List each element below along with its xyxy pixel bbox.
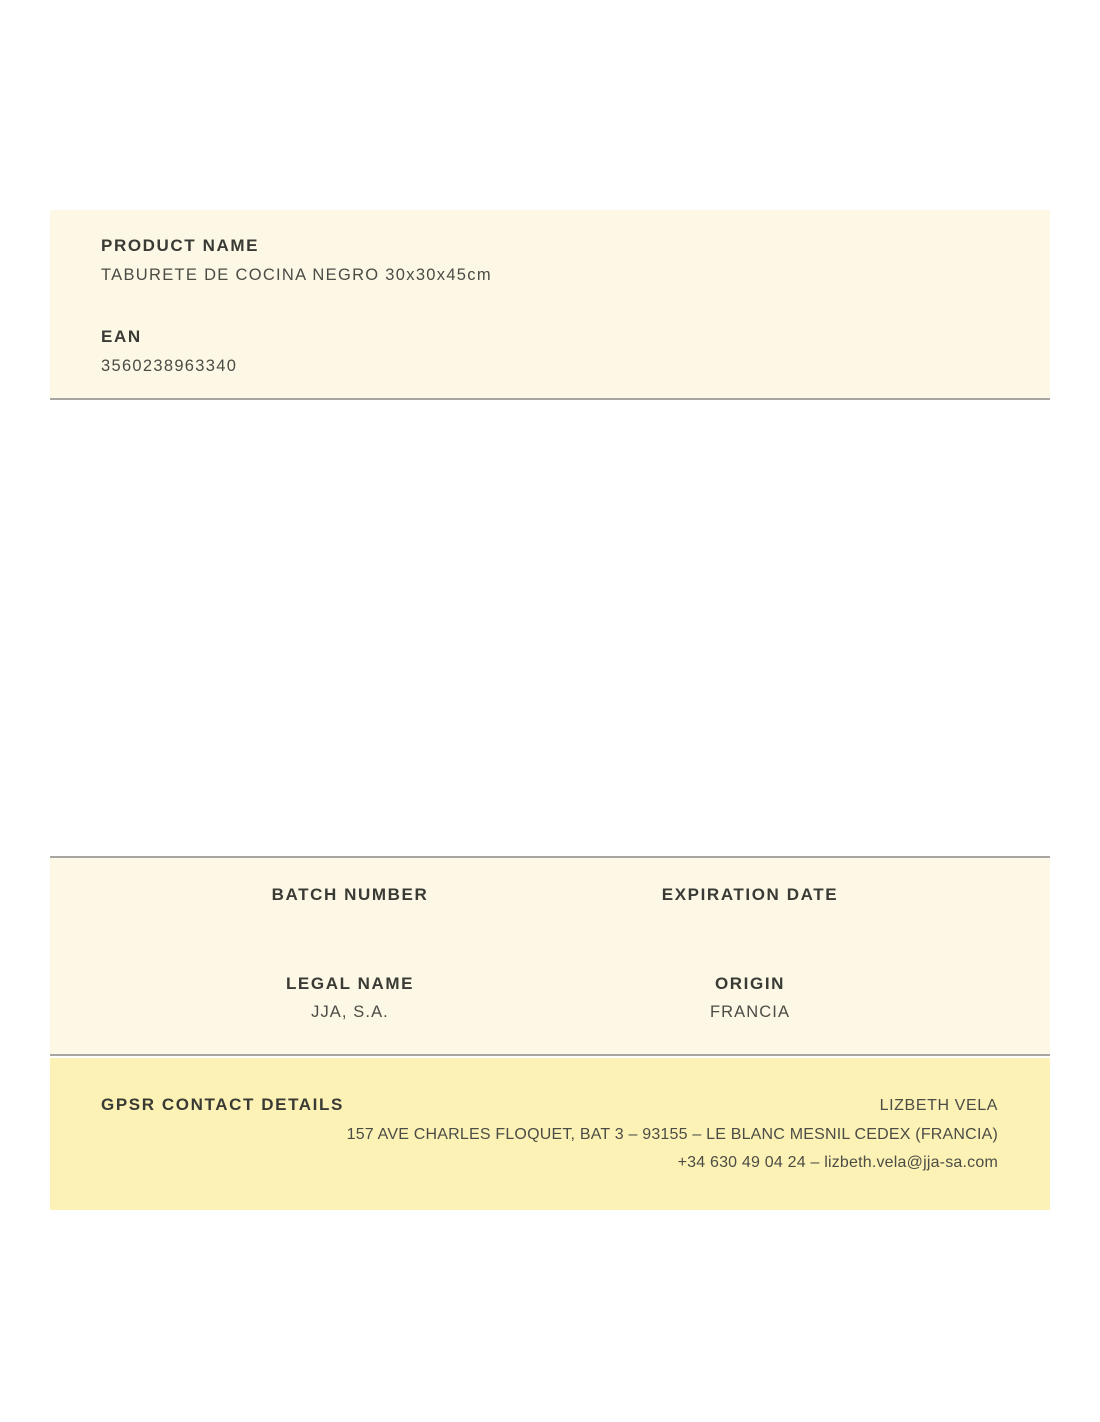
batch-number-label: BATCH NUMBER (271, 885, 429, 904)
gpsr-heading-row (101, 1094, 998, 1116)
gpsr-contact-panel (50, 1058, 1050, 1210)
ean-field (101, 326, 999, 376)
gpsr-phone-email: +34 630 49 04 24 – lizbeth.vela@jja-sa.com (677, 1154, 998, 1171)
ean-label: EAN (101, 327, 142, 346)
product-name-label: PRODUCT NAME (101, 236, 260, 255)
origin-field (550, 973, 950, 1022)
legal-name-value: JJA, S.A. (311, 1003, 389, 1021)
gpsr-contact-name: LIZBETH VELA (879, 1097, 998, 1114)
ean-value: 3560238963340 (101, 357, 238, 375)
legal-name-field (150, 973, 550, 1022)
product-info-panel (50, 210, 1050, 400)
product-name-value: TABURETE DE COCINA NEGRO 30x30x45cm (101, 266, 492, 284)
gpsr-heading: GPSR CONTACT DETAILS (101, 1095, 344, 1114)
expiration-date-label: EXPIRATION DATE (661, 885, 839, 904)
product-name-field (101, 235, 999, 285)
legal-name-label: LEGAL NAME (285, 974, 415, 993)
origin-value: FRANCIA (709, 1003, 791, 1021)
batch-number-field (150, 884, 550, 973)
expiration-date-field (550, 884, 950, 973)
gpsr-address: 157 AVE CHARLES FLOQUET, BAT 3 – 93155 – LE BLANC MESNIL CEDEX (FRANCIA) (346, 1126, 998, 1143)
batch-grid (150, 884, 950, 1022)
origin-label: ORIGIN (714, 974, 786, 993)
batch-info-panel (50, 856, 1050, 1056)
